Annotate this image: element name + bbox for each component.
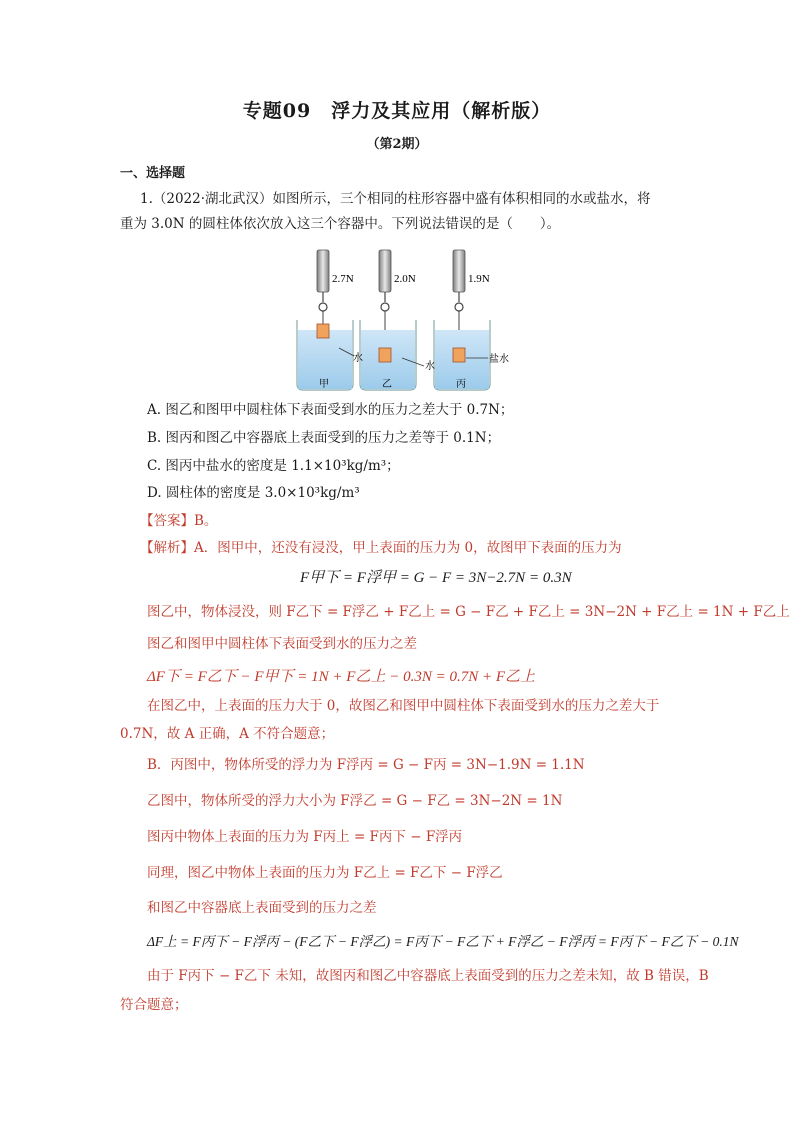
page-title: 专题09 浮力及其应用（解析版） bbox=[242, 100, 552, 122]
setup-jia bbox=[297, 250, 354, 390]
cylinder-bing bbox=[453, 348, 465, 362]
setup-bing bbox=[434, 250, 490, 390]
issue-label: （第2期） bbox=[366, 137, 428, 152]
analysis-b-line6: 由于 F丙下 − F乙下 未知，故图丙和图乙中容器底上表面受到的压力之差未知，故 B 错误，B bbox=[147, 968, 709, 984]
setup-yi bbox=[360, 250, 424, 390]
spring-scale-icon bbox=[379, 250, 391, 292]
beaker-label-bing: 丙 bbox=[456, 379, 466, 390]
cylinder-jia bbox=[317, 324, 329, 338]
equation-3: ΔF上 = F丙下 − F浮丙 − (F乙下 − F浮乙) = F丙下 − F乙下 + F浮乙 − F浮丙 = F丙下 − F乙下 − 0.1N bbox=[147, 934, 739, 949]
spring-scale-icon bbox=[453, 250, 465, 292]
beaker-label-yi: 乙 bbox=[382, 379, 392, 390]
liquid-label-yi: 水 bbox=[425, 361, 435, 372]
option-a: A. 图乙和图甲中圆柱体下表面受到水的压力之差大于 0.7N； bbox=[147, 402, 514, 418]
analysis-b-line4: 同理，图乙中物体上表面的压力为 F乙上 = F乙下 − F浮乙 bbox=[147, 865, 503, 881]
beakers-diagram bbox=[292, 248, 524, 394]
spring-scale-icon bbox=[317, 250, 329, 292]
equation-1: F甲下 = F浮甲 = G − F = 3N−2.7N = 0.3N bbox=[300, 570, 572, 586]
analysis-b-line5: 和图乙中容器底上表面受到的压力之差 bbox=[147, 900, 377, 916]
section-heading: 一、选择题 bbox=[120, 166, 186, 181]
liquid-label-jia: 水 bbox=[353, 353, 363, 364]
analysis-b-line2: 乙图中，物体所受的浮力大小为 F浮乙 = G − F乙 = 3N−2N = 1N bbox=[147, 793, 563, 809]
analysis-b-line1: B．丙图中，物体所受的浮力为 F浮丙 = G − F丙 = 3N−1.9N = 1.1N bbox=[147, 757, 585, 773]
option-d: D. 圆柱体的密度是 3.0×10³kg/m³ bbox=[147, 485, 360, 501]
question-stem-line2: 重为 3.0N 的圆柱体依次放入这三个容器中。下列说法错误的是（ ）。 bbox=[120, 216, 561, 232]
analysis-a-line2: 图乙中，物体浸没，则 F乙下 = F浮乙 + F乙上 = G − F乙 + F乙上 = 3N−2N + F乙上 = 1N + F乙上 bbox=[147, 604, 790, 620]
answer-label: 【答案】 bbox=[140, 513, 194, 529]
experiment-figure bbox=[292, 248, 524, 394]
analysis-a-line5: 0.7N，故 A 正确，A 不符合题意； bbox=[120, 726, 335, 742]
answer-value: B。 bbox=[194, 513, 218, 529]
option-c: C. 图丙中盐水的密度是 1.1×10³kg/m³； bbox=[147, 458, 400, 474]
reading-bing: 1.9N bbox=[468, 273, 490, 285]
reading-jia: 2.7N bbox=[332, 273, 354, 285]
option-b: B. 图丙和图乙中容器底上表面受到的压力之差等于 0.1N； bbox=[147, 430, 501, 446]
cylinder-yi bbox=[379, 348, 391, 362]
analysis-a-line3: 图乙和图甲中圆柱体下表面受到水的压力之差 bbox=[147, 636, 417, 652]
reading-yi: 2.0N bbox=[394, 273, 416, 285]
beaker-label-jia: 甲 bbox=[319, 379, 329, 390]
analysis-label: 【解析】 bbox=[140, 540, 194, 556]
equation-2: ΔF下 = F乙下 − F甲下 = 1N + F乙上 − 0.3N = 0.7N + F乙上 bbox=[147, 669, 535, 685]
question-stem-line1: 1.（2022·湖北武汉）如图所示，三个相同的柱形容器中盛有体积相同的水或盐水，将 bbox=[140, 191, 651, 207]
analysis-a-line4: 在图乙中，上表面的压力大于 0，故图乙和图甲中圆柱体下表面受到水的压力之差大于 bbox=[147, 698, 660, 714]
liquid-label-bing: 盐水 bbox=[489, 354, 509, 365]
analysis-a-line1: 【解析】A．图甲中，还没有浸没，甲上表面的压力为 0，故图甲下表面的压力为 bbox=[140, 540, 622, 556]
analysis-b-line7: 符合题意； bbox=[120, 997, 188, 1013]
analysis-b-line3: 图丙中物体上表面的压力为 F丙上 = F丙下 − F浮丙 bbox=[147, 829, 463, 845]
answer-line bbox=[140, 511, 217, 531]
